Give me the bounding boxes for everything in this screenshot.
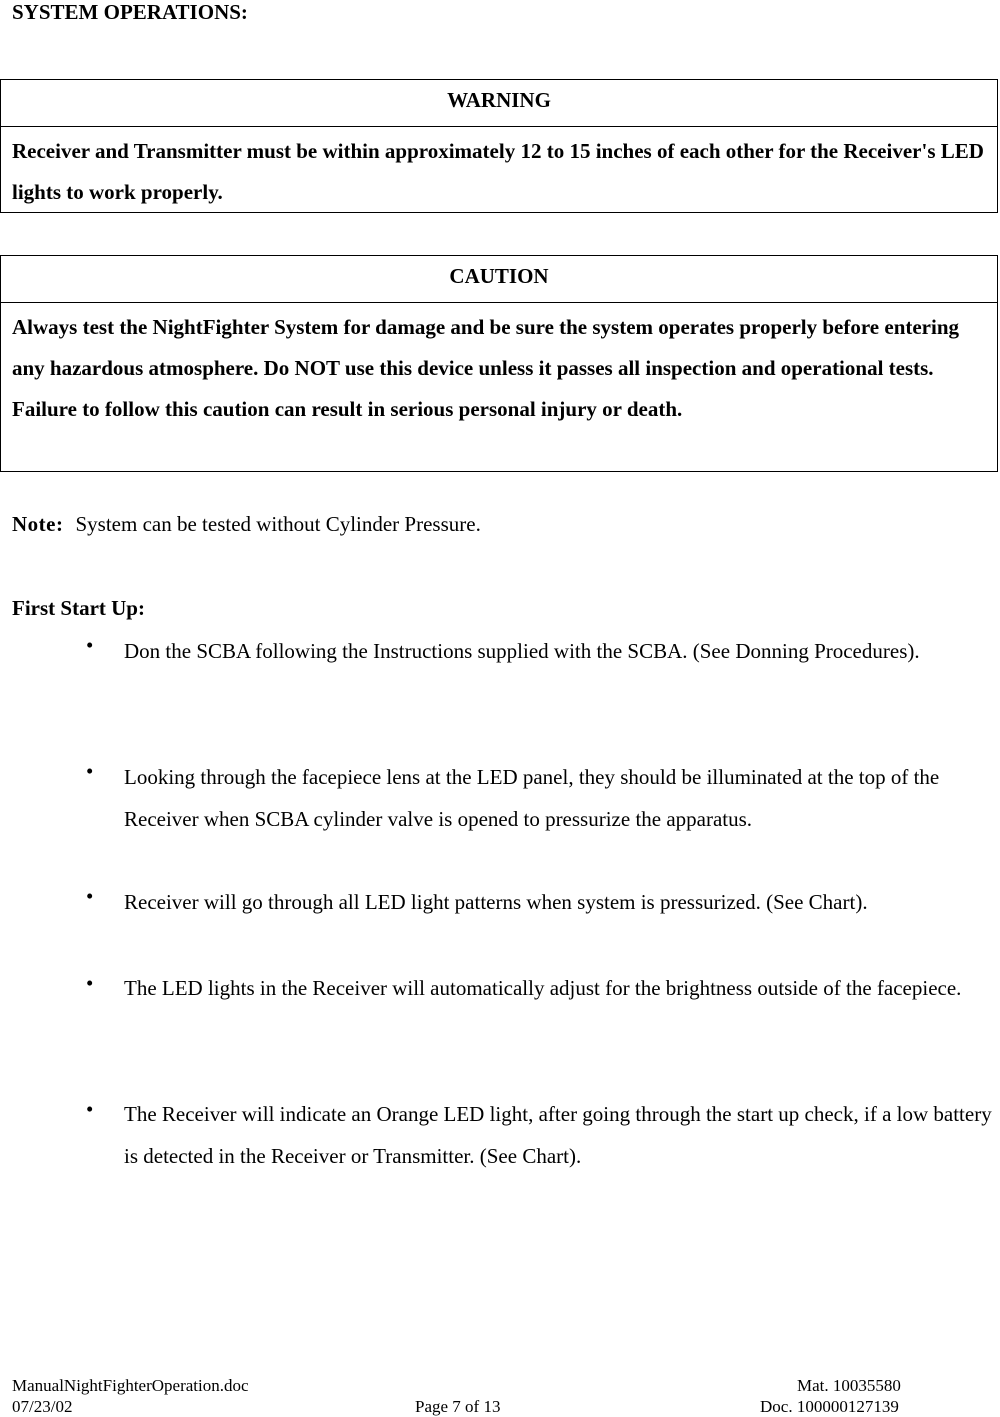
warning-box <box>0 79 998 213</box>
caution-heading: CAUTION <box>1 256 997 303</box>
note-label: Note: <box>12 512 64 536</box>
warning-body: Receiver and Transmitter must be within approximately 12 to 15 inches of each other for the Receiver's LED lights to work properly. <box>12 139 984 204</box>
note <box>12 512 481 537</box>
bullet-icon: • <box>86 971 94 995</box>
list-item: The LED lights in the Receiver will automatically adjust for the brightness outside of the facepiece. <box>124 976 962 1000</box>
list-item: Looking through the facepiece lens at the LED panel, they should be illuminated at the top of the Receiver when SCBA cylinder valve is opened to pressurize the apparatus. <box>124 765 940 831</box>
note-text: System can be tested without Cylinder Pressure. <box>75 512 481 536</box>
section-title: SYSTEM OPERATIONS: <box>12 0 248 24</box>
bullet-icon: • <box>86 884 94 908</box>
footer-filename: ManualNightFighterOperation.doc <box>12 1376 249 1395</box>
bullet-icon: • <box>86 633 94 657</box>
list-item: Don the SCBA following the Instructions supplied with the SCBA. (See Donning Procedures). <box>124 639 920 663</box>
footer-mat-number: Mat. 10035580 <box>797 1376 901 1395</box>
bullet-icon: • <box>86 759 94 783</box>
footer-date: 07/23/02 <box>12 1397 73 1416</box>
list-item: Receiver will go through all LED light patterns when system is pressurized. (See Chart). <box>124 890 868 914</box>
caution-body: Always test the NightFighter System for damage and be sure the system operates properly before entering any hazardous atmosphere. Do NOT use this device unless it passes all inspection and operational tests. Failure to follow this caution can result in serious personal injury or death. <box>12 315 960 421</box>
caution-box <box>0 255 998 472</box>
footer-doc-number: Doc. 100000127139 <box>760 1397 899 1416</box>
warning-heading: WARNING <box>1 80 997 127</box>
first-start-up-heading: First Start Up: <box>12 596 145 620</box>
footer-page-number: Page 7 of 13 <box>415 1397 501 1416</box>
list-item: The Receiver will indicate an Orange LED light, after going through the start up check, if a low battery is detected in the Receiver or Transmitter. (See Chart). <box>124 1102 992 1168</box>
bullet-icon: • <box>86 1097 94 1121</box>
